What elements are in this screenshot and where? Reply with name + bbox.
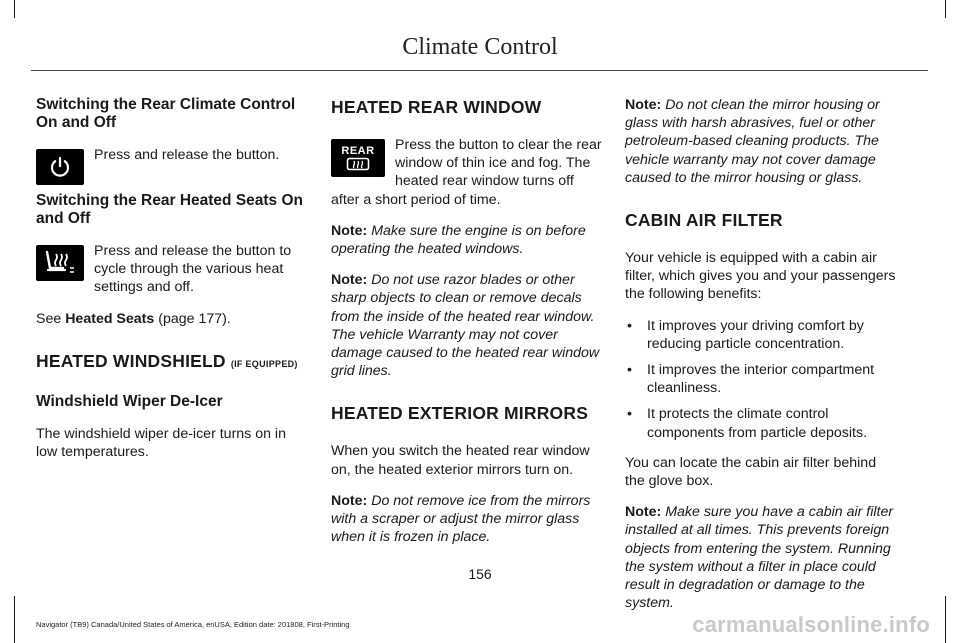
rear-seats-row: [36, 242, 308, 297]
note-filter-installed: [625, 503, 897, 612]
heading-heated-windshield: [36, 350, 308, 375]
column-3: [625, 96, 897, 625]
note-label: Note:: [625, 504, 662, 521]
column-2: [331, 96, 602, 559]
heading-text: HEATED WINDSHIELD: [36, 350, 226, 371]
see-link: Heated Seats: [65, 310, 155, 327]
see-prefix: See: [36, 310, 66, 327]
page-title: Climate Control: [402, 34, 558, 60]
rear-climate-row: [36, 146, 308, 182]
header-rule: [31, 70, 928, 71]
crop-mark: [14, 596, 15, 643]
note-razor: [331, 271, 602, 380]
note-label: Note:: [331, 492, 368, 509]
note-mirror-clean: [625, 96, 897, 187]
see-suffix: (page 177).: [154, 310, 231, 327]
note-text: Make sure the engine is on before operating the heated windows.: [331, 222, 586, 258]
filter-intro: Your vehicle is equipped with a cabin air filter, which gives you and your passengers the following benefits:: [625, 250, 896, 303]
note-text: Do not clean the mirror housing or glass with harsh abrasives, fuel or other petroleum-based cleaning products. The vehicle warranty may not cover damage caused to the mirror housing or glass.: [625, 97, 880, 186]
note-text: Do not use razor blades or other sharp objects to clean or remove decals from the inside of the heated rear window. The vehicle Warranty may not cover damage caused to the heated rear window grid lines.: [331, 272, 600, 380]
rear-seats-text: Press and release the button to cycle through the various heat settings and off.: [94, 243, 292, 296]
note-label: Note:: [331, 272, 368, 289]
list-item: • It improves your driving comfort by reducing particle concentration.: [625, 317, 897, 353]
benefits-list: [625, 317, 897, 442]
heading-deicer: Windshield Wiper De-Icer: [36, 392, 223, 410]
rear-window-text: Press the button to clear the rear window of thin ice and fog. The heated rear window turns off after a short period of time.: [331, 137, 602, 208]
crop-mark: [945, 0, 946, 18]
watermark: carmanualsonline.info: [692, 612, 930, 637]
crop-mark: [945, 596, 946, 643]
list-item: • It protects the climate control components from particle deposits.: [625, 405, 897, 441]
note-label: Note:: [625, 97, 662, 113]
locate-text: You can locate the cabin air filter behind the glove box.: [625, 454, 877, 490]
heated-seat-icon: [36, 245, 84, 281]
heading-rear-climate: Switching the Rear Climate Control On and Off: [36, 96, 296, 131]
see-reference: [36, 310, 308, 328]
heading-cabin-air-filter: CABIN AIR FILTER: [625, 210, 783, 231]
rear-defrost-icon: [331, 139, 385, 177]
note-mirror-ice: [331, 492, 602, 547]
equipped-tag: (IF EQUIPPED): [230, 358, 298, 369]
rear-window-row: [331, 136, 602, 209]
note-engine: [331, 222, 602, 258]
note-text: Make sure you have a cabin air filter installed at all times. This prevents foreign objects from entering the system. Running the system without a filter in place could result in degradation or damage to the system.: [625, 504, 894, 612]
crop-mark: [14, 0, 15, 18]
footer-edition: Navigator (TB9) Canada/United States of America, enUSA, Edition date: 201808, First-Printing: [36, 620, 350, 629]
deicer-text: The windshield wiper de-icer turns on in low temperatures.: [36, 425, 286, 461]
rear-icon-label: REAR: [341, 145, 375, 157]
heading-rear-seats: Switching the Rear Heated Seats On and Off: [36, 192, 304, 227]
column-1: [36, 96, 308, 474]
rear-climate-text: Press and release the button.: [94, 147, 280, 163]
power-icon: [36, 149, 84, 185]
heading-heated-mirrors: HEATED EXTERIOR MIRRORS: [331, 403, 589, 424]
mirrors-text: When you switch the heated rear window on, the heated exterior mirrors turn on.: [331, 443, 590, 478]
note-label: Note:: [331, 222, 368, 239]
heading-heated-rear-window: HEATED REAR WINDOW: [331, 97, 542, 117]
list-item: • It improves the interior compartment cleanliness.: [625, 361, 897, 397]
note-text: Do not remove ice from the mirrors with a scraper or adjust the mirror glass when it is frozen in place.: [331, 492, 591, 546]
page-number: 156: [468, 566, 492, 582]
